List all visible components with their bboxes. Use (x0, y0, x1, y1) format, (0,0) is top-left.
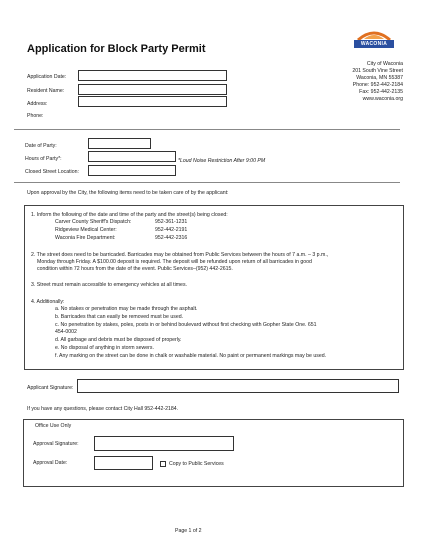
copy-to-public-services-label: Copy to Public Services (169, 461, 224, 467)
contact-name: Ridgeview Medical Center: (55, 227, 117, 233)
requirement-2-continued: Monday through Friday. A $100.00 deposit is required. The deposit will be refunded upon return of all barricades in good (37, 259, 312, 265)
approval-signature-label: Approval Signature: (33, 441, 79, 447)
city-address-line: Fax: 952-442-2135 (359, 89, 403, 96)
requirement-4-e: e. No disposal of anything in storm sewers. (55, 345, 154, 351)
divider (14, 129, 400, 130)
requirement-4-c: c. No penetration by stakes, poles, posts in or behind boulevard without first checking with Gopher State One. 651 (55, 322, 317, 328)
divider (14, 182, 400, 183)
resident-name-label: Resident Name: (27, 88, 65, 94)
approval-date-label: Approval Date: (33, 460, 68, 466)
requirement-4-c-continued: 454-0002 (55, 329, 77, 335)
application-date-label: Application Date: (27, 74, 67, 80)
copy-to-public-services-checkbox[interactable] (160, 461, 166, 467)
contact-phone: 952-442-2191 (155, 227, 188, 233)
city-address-line: www.waconia.org (362, 96, 403, 103)
street-location-field[interactable] (88, 165, 176, 176)
requirement-2-continued: condition within 72 hours from the date of the event. Public Services–(952) 442-2615. (37, 266, 233, 272)
requirement-1: 1. Inform the following of the date and time of the party and the street(s) being closed: (31, 212, 228, 218)
contact-note: If you have any questions, please contact City Hall 952-442-2184. (27, 406, 179, 412)
contact-phone: 952-442-2316 (155, 235, 188, 241)
party-date-field[interactable] (88, 138, 151, 149)
approval-signature-field[interactable] (94, 436, 234, 451)
office-use-box (23, 419, 404, 487)
requirement-4-a: a. No stakes or penetration may be made through the asphalt. (55, 306, 198, 312)
city-address-line: Phone: 952-442-2184 (352, 82, 403, 89)
noise-restriction-note: *Loud Noise Restriction After 9:00 PM (178, 158, 266, 164)
phone-label: Phone: (27, 113, 44, 119)
requirement-4-f: f. Any marking on the street can be done in chalk or washable material. No paint or permanent markings may be used. (55, 353, 327, 359)
address-label: Address: (27, 101, 48, 107)
city-address-line: Waconia, MN 55387 (356, 75, 403, 82)
logo-text: WACONIA (360, 41, 388, 47)
contact-name: Carver County Sheriff's Dispatch: (55, 219, 132, 225)
application-date-field[interactable] (78, 70, 227, 81)
address-field[interactable] (78, 96, 227, 107)
instructions-intro: Upon approval by the City, the following items need to be taken care of by the applicant: (27, 190, 229, 196)
applicant-signature-field[interactable] (77, 379, 399, 393)
approval-date-field[interactable] (94, 456, 153, 470)
city-address (293, 61, 403, 103)
party-hours-label: Hours of Party*: (25, 156, 62, 162)
requirement-4: 4. Additionally: (31, 299, 65, 305)
city-address-line: 201 South Vine Street (352, 68, 403, 75)
contact-name: Waconia Fire Department: (55, 235, 116, 241)
requirement-4-d: d. All garbage and debris must be disposed of properly. (55, 337, 182, 343)
city-address-line: City of Waconia (366, 61, 403, 67)
resident-name-field[interactable] (78, 84, 227, 95)
office-use-title: Office Use Only (35, 423, 72, 429)
waconia-logo (350, 28, 398, 50)
party-date-label: Date of Party: (25, 143, 57, 149)
page-number: Page 1 of 2 (175, 528, 202, 534)
requirement-3: 3. Street must remain accessible to emergency vehicles at all times. (31, 282, 187, 288)
party-hours-field[interactable] (88, 151, 176, 162)
page-title: Application for Block Party Permit (27, 43, 206, 55)
requirement-2: 2. The street does need to be barricaded. Barricades may be obtained from Public Services between the hours of 7 a.m. – 3 p.m., (31, 252, 329, 258)
contact-phone: 952-361-1231 (155, 219, 188, 225)
requirement-4-b: b. Barricades that can easily be removed must be used. (55, 314, 184, 320)
street-location-label: Closed Street Location: (25, 169, 79, 175)
applicant-signature-label: Applicant Signature: (27, 385, 74, 391)
